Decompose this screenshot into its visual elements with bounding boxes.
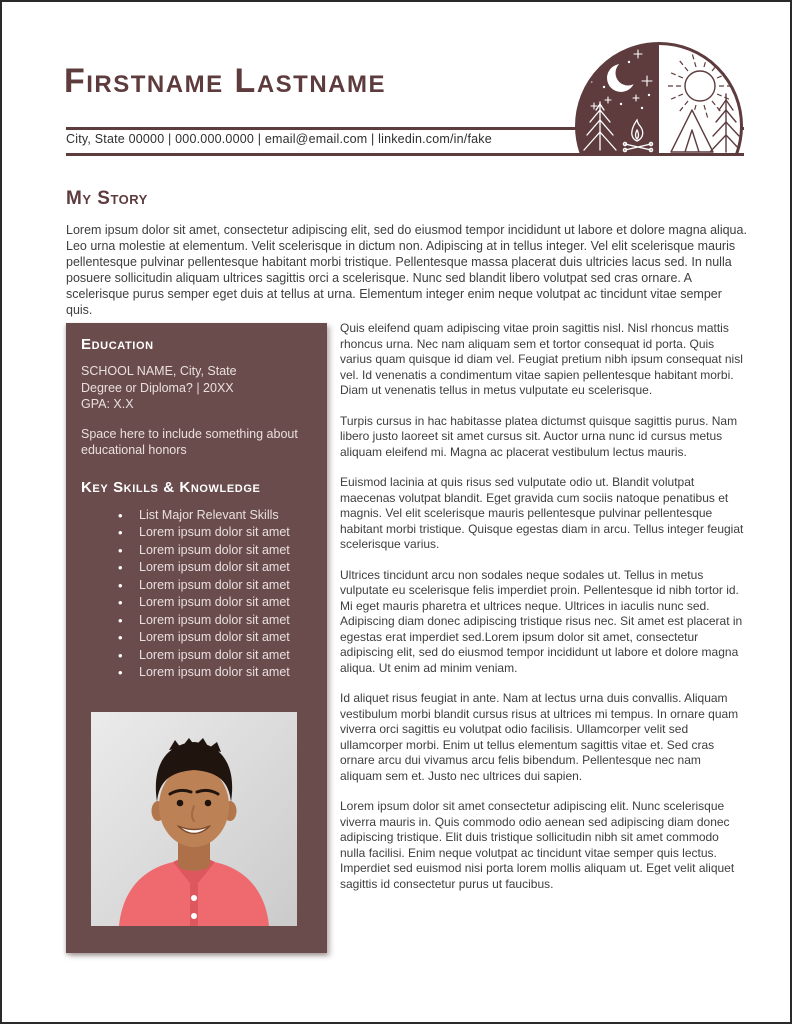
skill-item: • Lorem ipsum dolor sit amet [81,647,312,665]
degree-line: Degree or Diploma? | 20XX [81,380,234,395]
contact-line: City, State 00000 | 000.000.0000 | email@email.com | linkedin.com/in/fake [66,132,492,146]
main-text-column [340,321,746,907]
skill-item: • Lorem ipsum dolor sit amet [81,664,312,682]
header-rule-bottom [66,153,744,156]
main-paragraph: Turpis cursus in hac habitasse platea dictumst quisque sagittis purus. Nam libero justo laoreet sit amet cursus sit. Auctor urna nunc id cursus metus aliquam eleifend mi. Magna ac placerat vestibulum lectus mauris. [340,413,738,459]
day-night-campsite-icon [574,40,744,153]
school-name-line: SCHOOL NAME, City, State [81,364,237,378]
honors-note: Space here to include something about educational honors [81,426,298,457]
gpa-line: GPA: X.X [81,397,134,411]
skill-item: • Lorem ipsum dolor sit amet [81,594,312,612]
key-skills-heading: Key Skills & Knowledge [81,478,261,496]
main-paragraph: Quis eleifend quam adipiscing vitae proin sagittis nisl. Nisl rhoncus mattis rhoncus urna. Nec nam aliquam sem et tortor consequat id porta. Quis varius quam quisque id diam vel. Feugiat pretium nibh ipsum consequat nisl vel. Id venenatis a condimentum vitae sapien pellentesque habitant morbi. Diam ut venenatis tellus in metus vulputate eu scelerisque. [340,321,743,397]
school-block [81,363,312,413]
my-story-heading: My Story [66,188,148,209]
education-sidebar [66,323,327,953]
skill-item: • Lorem ipsum dolor sit amet [81,559,312,577]
skill-item: • Lorem ipsum dolor sit amet [81,542,312,560]
main-paragraph: Id aliquet risus feugiat in ante. Nam at lectus urna duis convallis. Aliquam vestibulum morbi blandit cursus risus at ultrices mi tempus. In ornare quam viverra orci sagittis eu volutpat odio facilisis. Ullamcorper velit sed ullamcorper morbi. Enim ut tellus elementum sagittis vitae et. Sed cras ornare arcu dui vivamus arcu felis bibendum. Pellentesque nec nam aliquam sem et. Justo nec ultrices dui sapien. [340,691,739,783]
skills-list [81,507,312,682]
main-paragraph: Lorem ipsum dolor sit amet consectetur adipiscing elit. Nunc scelerisque viverra mauris in. Quis commodo odio aenean sed adipiscing diam donec adipiscing tristique. Elit duis tristique sollicitudin nibh sit amet commodo nulla facilisi. Enim neque volutpat ac tincidunt vitae semper quis lectus. Imperdiet sed euismod nisi porta lorem mollis aliquam ut. Eget velit aliquet sagittis id consectetur purus ut faucibus. [340,799,735,891]
skill-item: • Lorem ipsum dolor sit amet [81,612,312,630]
name-title: Firstname Lastname [64,62,386,100]
skill-item: • Lorem ipsum dolor sit amet [81,577,312,595]
education-heading: Education [81,336,154,353]
main-paragraph: Euismod lacinia at quis risus sed vulputate odio ut. Blandit volutpat maecenas volutpat blandit. Eget gravida cum sociis natoque penatibus et magnis. Vel elit scelerisque mauris pellentesque pulvinar pellentesque habitant morbi tristique. Quisque egestas diam in arcu. Tellus integer feugiat scelerisque varius. [340,475,744,551]
skill-item: • Lorem ipsum dolor sit amet [81,629,312,647]
my-story-paragraph: Lorem ipsum dolor sit amet, consectetur adipiscing elit, sed do eiusmod tempor incididunt ut labore et dolore magna aliqua. Leo urna molestie at elementum. Velit scelerisque in dictum non. Adipiscing at in tellus integer. Vel elit scelerisque mauris pellentesque pulvinar pellentesque habitant morbi tristique. Pellentesque massa placerat duis ultricies lacus sed. In nulla posuere sollicitudin aliquam ultrices sagittis orci a scelerisque. Nunc sed blandit libero volutpat sed cras ornare. A scelerisque purus semper eget duis at tellus at urna. Elementum integer enim neque volutpat ac tincidunt vitae semper quis. [66,223,747,317]
skill-item: • List Major Relevant Skills [81,507,312,525]
skill-item: • Lorem ipsum dolor sit amet [81,524,312,542]
headshot-photo [91,712,297,926]
main-paragraph: Ultrices tincidunt arcu non sodales neque sodales ut. Tellus in metus vulputate eu scelerisque felis imperdiet proin. Pellentesque id nibh tortor id. Mi eget mauris pharetra et ultrices neque. Ultrices in iaculis nunc sed. Adipiscing diam donec adipiscing tristique risus nec. Sit amet est placerat in egestas erat imperdiet sed.Lorem ipsum dolor sit amet, consectetur adipiscing elit, sed do eiusmod tempor incididunt ut labore et dolore magna aliqua. Ut enim ad minim veniam. [340,567,743,675]
